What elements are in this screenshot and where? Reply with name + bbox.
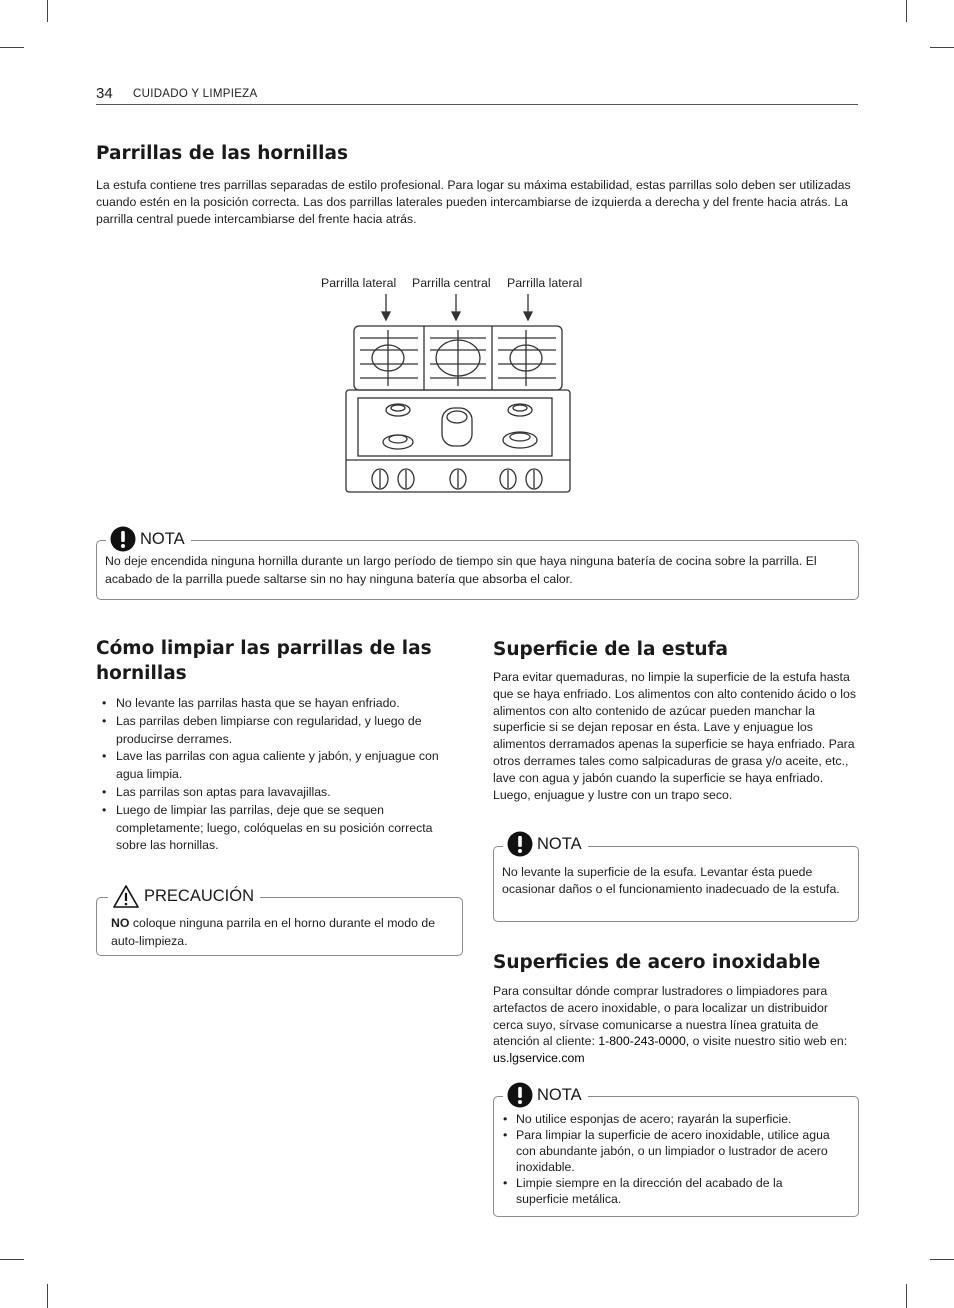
exclamation-icon: [507, 1082, 533, 1108]
caution-label-text: PRECAUCIÓN: [144, 887, 255, 905]
list-item: • Para limpiar la superficie de acero inoxidable, utilice agua con abundante jabón, o un limpiador o lustrador de acero inoxidable.: [500, 1127, 838, 1175]
list-item: • Limpie siempre en la dirección del acabado de la superficie metálica.: [500, 1175, 838, 1207]
note-label: [503, 831, 588, 857]
list-item: • No levante las parrilas hasta que se hayan enfriado.: [96, 695, 448, 713]
note-label-text: NOTA: [537, 1085, 582, 1104]
crop-mark: [47, 1284, 48, 1308]
section-title-grates: Parrillas de las hornillas: [96, 143, 348, 164]
note-label: [503, 1082, 588, 1108]
cooktop-illustration: [340, 290, 576, 496]
stainless-body: [493, 983, 858, 1067]
clean-grates-list: [96, 695, 448, 855]
page-header: [96, 84, 858, 105]
section-title-clean-grates: Cómo limpiar las parrillas de las hornillas: [96, 638, 432, 684]
surface-body: Para evitar quemaduras, no limpie la superficie de la estufa hasta que se haya enfriado. Los alimentos con alto contenido ácido o los alimentos con alto contenido de azúcar pueden manchar la superficie si se dejan reposar en ésta. Lave y enjuague los alimentos derramados apenas la superficie se haya enfriado. Para otros derrames tales como salpicaduras de grasa y/o aceite, etc., lave con agua y jabón cuando la superficie se haya enfriado. Luego, enjuague y lustre con un trapo seco.: [493, 670, 856, 802]
caution-text: [111, 915, 451, 950]
section-label: CUIDADO Y LIMPIEZA: [133, 88, 258, 100]
stainless-body-text: Para consultar dónde comprar lustradores o limpiadores para artefactos de acero inoxidable, o para localizar un distribuidor cerca suyo, sírvase comunicarse a nuestra línea gratuita de atención al cliente:: [493, 984, 828, 1049]
figure-label-left: Parrilla lateral: [321, 276, 397, 290]
crop-mark: [930, 47, 954, 48]
list-item: • Las parrilas son aptas para lavavajillas.: [96, 784, 448, 802]
note-list: [500, 1111, 838, 1207]
section-title-stainless: Superficies de acero inoxidable: [493, 952, 821, 973]
crop-mark: [906, 1284, 907, 1308]
crop-mark: [0, 47, 24, 48]
caution-emphasis: NO: [111, 916, 130, 930]
note-label-text: NOTA: [537, 834, 582, 853]
phone-number: 1-800-243-0000,: [598, 1034, 690, 1049]
list-item: • Lave las parrilas con agua caliente y jabón, y enjuague con agua limpia.: [96, 748, 448, 784]
caution-label: [108, 884, 260, 909]
crop-mark: [906, 0, 907, 22]
figure-label-center: Parrilla central: [412, 276, 491, 290]
list-item: • Las parrilas deben limpiarse con regularidad, y luego de producirse derrames.: [96, 713, 448, 749]
caution-body: coloque ninguna parrila en el horno durante el modo de auto-limpieza.: [111, 916, 436, 948]
note-label-text: NOTA: [140, 529, 185, 548]
figure-label-right: Parrilla lateral: [507, 276, 583, 290]
page-number: 34: [96, 85, 113, 102]
stainless-body-mid: o visite nuestro sitio web en:: [689, 1034, 848, 1049]
list-item: • Luego de limpiar las parrilas, deje que se sequen completamente; luego, colóquelas en su posición correcta sobre las hornillas.: [96, 802, 448, 855]
note-text: No deje encendida ninguna hornilla durante un largo período de tiempo sin que haya ninguna batería de cocina sobre la parrilla. El acabado de la parrilla puede saltarse sin no hay ninguna batería que absorba el calor.: [105, 554, 817, 586]
grates-body: La estufa contiene tres parrillas separadas de estilo profesional. Para logar su máxima estabilidad, estas parrillas solo deben ser utilizadas cuando estén en la posición correcta. Las dos parrillas laterales pueden intercambiarse de izquierda a derecha y del frente hacia atrás. La parrilla central puede intercambiarse del frente hacia atrás.: [96, 178, 851, 226]
website-link[interactable]: us.lgservice.com: [493, 1051, 585, 1066]
warning-triangle-icon: [112, 884, 140, 909]
note-text: No levante la superficie de la esufa. Levantar ésta puede ocasionar daños o el funcionamiento inadecuado de la estufa.: [502, 865, 840, 896]
exclamation-icon: [110, 526, 136, 552]
crop-mark: [47, 0, 48, 22]
note-label: [106, 526, 191, 552]
crop-mark: [930, 1259, 954, 1260]
list-item: • No utilice esponjas de acero; rayarán la superficie.: [500, 1111, 838, 1127]
exclamation-icon: [507, 831, 533, 857]
crop-mark: [0, 1259, 24, 1260]
section-title-surface: Superficie de la estufa: [493, 639, 729, 660]
